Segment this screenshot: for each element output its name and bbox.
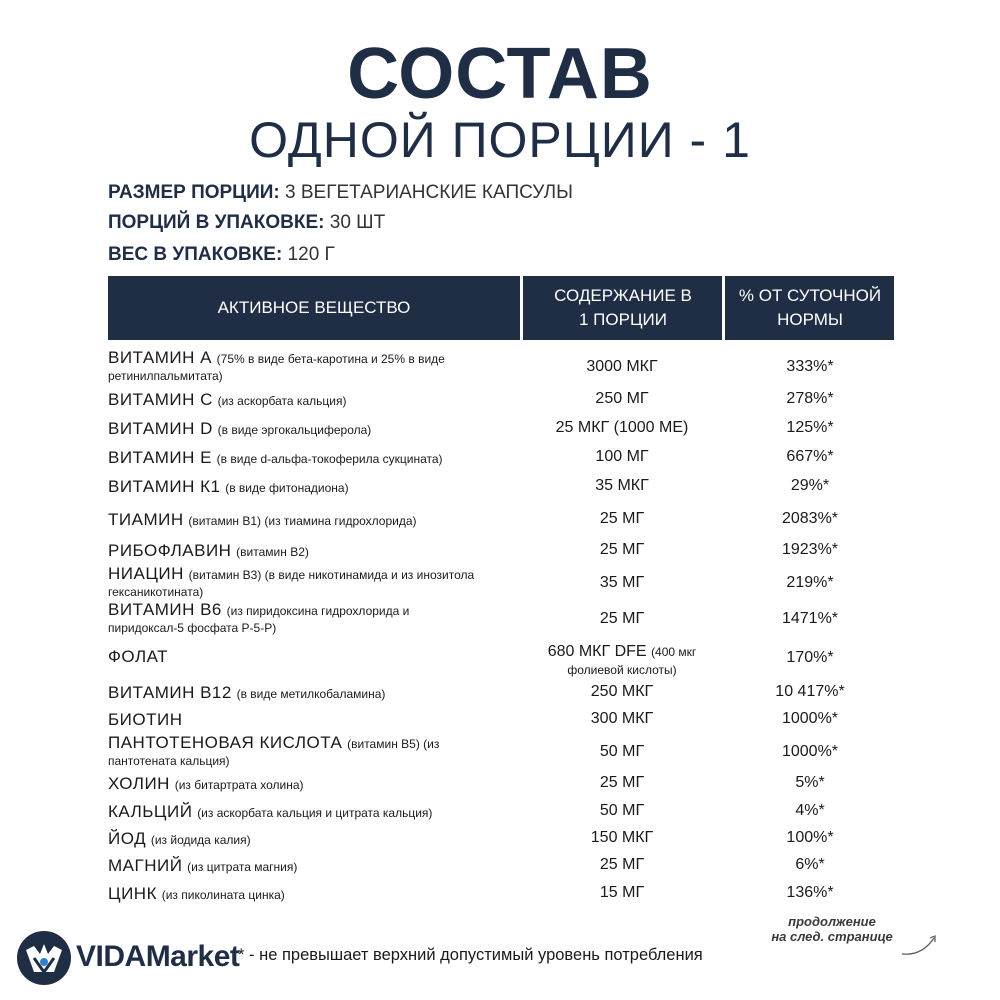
table-row <box>108 643 894 675</box>
header-divider <box>520 276 523 340</box>
substance-amount: 15 МГ <box>599 884 645 901</box>
header-active-substance: АКТИВНОЕ ВЕЩЕСТВО <box>217 298 411 317</box>
brand-name: VIDAMarket <box>76 940 240 973</box>
footnote: * - не превышает верхний допустимый уровень потребления <box>238 946 703 964</box>
substance-percent: 29%* <box>790 477 830 494</box>
substance-amount: 25 МГ <box>599 610 645 627</box>
substance-name: ЙОД (из йодида калия) <box>108 829 251 848</box>
substance-amount: 50 МГ <box>599 743 645 760</box>
substance-name: МАГНИЙ (из цитрата магния) <box>108 856 298 875</box>
substance-percent: 1000%* <box>781 710 839 727</box>
table-row <box>108 602 894 634</box>
substance-amount: 25 МГ <box>599 541 645 558</box>
substance-name: ФОЛАТ <box>108 647 169 666</box>
substance-percent: 667%* <box>786 448 834 465</box>
package-weight <box>108 242 335 268</box>
continued-note: продолжение на след. странице <box>771 914 893 944</box>
page-title: СОСТАВ <box>347 34 653 114</box>
table-row <box>108 735 894 767</box>
curved-arrow-icon <box>900 930 944 958</box>
substance-name: НИАЦИН (витамин B3) (в виде никотинамида и из инозитола гексаникотината) <box>108 564 475 599</box>
substance-percent: 136%* <box>786 884 834 901</box>
table-row <box>108 350 894 384</box>
table-row <box>108 566 894 598</box>
substance-amount: 35 МГ <box>599 574 645 591</box>
substance-percent: 2083%* <box>781 510 839 527</box>
substance-name: ХОЛИН (из битартрата холина) <box>108 774 304 793</box>
substance-name: ВИТАМИН В12 (в виде метилкобаламина) <box>108 683 386 702</box>
substance-percent: 219%* <box>786 574 834 591</box>
substance-percent: 100%* <box>786 829 834 846</box>
substance-percent: 1000%* <box>781 743 839 760</box>
substance-amount: 150 МКГ <box>590 829 654 846</box>
table-header <box>108 276 894 340</box>
header-amount: СОДЕРЖАНИЕ В 1 ПОРЦИИ <box>554 286 692 329</box>
substance-amount: 25 МГ <box>599 774 645 791</box>
page-subtitle: ОДНОЙ ПОРЦИИ - 1 <box>249 112 751 168</box>
serving-size-value: 3 ВЕГЕТАРИАНСКИЕ КАПСУЛЫ <box>285 182 573 203</box>
substance-percent: 4%* <box>795 802 825 819</box>
substance-amount: 50 МГ <box>599 802 645 819</box>
servings-per-package-value: 30 ШТ <box>329 212 386 233</box>
package-weight-value: 120 Г <box>287 244 335 265</box>
header-daily-percent: % ОТ СУТОЧНОЙ НОРМЫ <box>738 286 882 329</box>
substance-name: ВИТАМИН К1 (в виде фитонадиона) <box>108 477 349 496</box>
substance-name: ВИТАМИН В6 (из пиридоксина гидрохлорида и пиридоксал-5 фосфата Р-5-Р) <box>108 600 410 635</box>
substance-name: ВИТАМИН D (в виде эргокальциферола) <box>108 419 372 438</box>
servings-per-package <box>108 210 385 236</box>
substance-amount: 3000 МКГ <box>586 358 658 375</box>
substance-name: ВИТАМИН С (из аскорбата кальция) <box>108 390 347 409</box>
substance-name: ПАНТОТЕНОВАЯ КИСЛОТА (витамин B5) (из пантотената кальция) <box>108 733 440 768</box>
substance-percent: 125%* <box>786 419 834 436</box>
substance-amount: 250 МКГ <box>590 683 654 700</box>
substance-amount: 100 МГ <box>595 448 649 465</box>
substance-amount: 25 МГ <box>599 856 645 873</box>
substance-amount: 300 МКГ <box>590 710 654 727</box>
substance-name: БИОТИН <box>108 710 183 729</box>
serving-size-label: РАЗМЕР ПОРЦИИ: <box>108 182 280 203</box>
servings-per-package-label: ПОРЦИЙ В УПАКОВКЕ: <box>108 212 325 233</box>
substance-percent: 278%* <box>786 390 834 407</box>
substance-amount: 25 МКГ (1000 МЕ) <box>555 419 689 436</box>
brand-logo-icon <box>14 928 74 988</box>
substance-name: ЦИНК (из пиколината цинка) <box>108 884 285 903</box>
substance-name: ТИАМИН (витамин B1) (из тиамина гидрохлорида) <box>108 510 417 529</box>
substance-percent: 5%* <box>795 774 825 791</box>
substance-amount: 25 МГ <box>599 510 645 527</box>
substance-amount: 250 МГ <box>595 390 649 407</box>
substance-name: ВИТАМИН Е (в виде d-альфа-токоферила сукцината) <box>108 448 443 467</box>
substance-name: РИБОФЛАВИН (витамин B2) <box>108 541 309 560</box>
substance-amount: 35 МКГ <box>595 477 649 494</box>
substance-percent: 170%* <box>786 649 834 666</box>
substance-amount: 680 МКГ DFE (400 мкг фолиевой кислоты) <box>547 643 697 677</box>
serving-size <box>108 180 573 206</box>
substance-name: КАЛЬЦИЙ (из аскорбата кальция и цитрата кальция) <box>108 802 433 821</box>
package-weight-label: ВЕС В УПАКОВКЕ: <box>108 244 283 265</box>
substance-percent: 1923%* <box>781 541 839 558</box>
substance-percent: 10 417%* <box>775 683 845 700</box>
substance-name: ВИТАМИН А (75% в виде бета-каротина и 25% в виде ретинилпальмитата) <box>108 348 445 383</box>
substance-percent: 6%* <box>795 856 825 873</box>
header-divider <box>722 276 725 340</box>
substance-percent: 1471%* <box>781 610 839 627</box>
substance-percent: 333%* <box>786 358 834 375</box>
